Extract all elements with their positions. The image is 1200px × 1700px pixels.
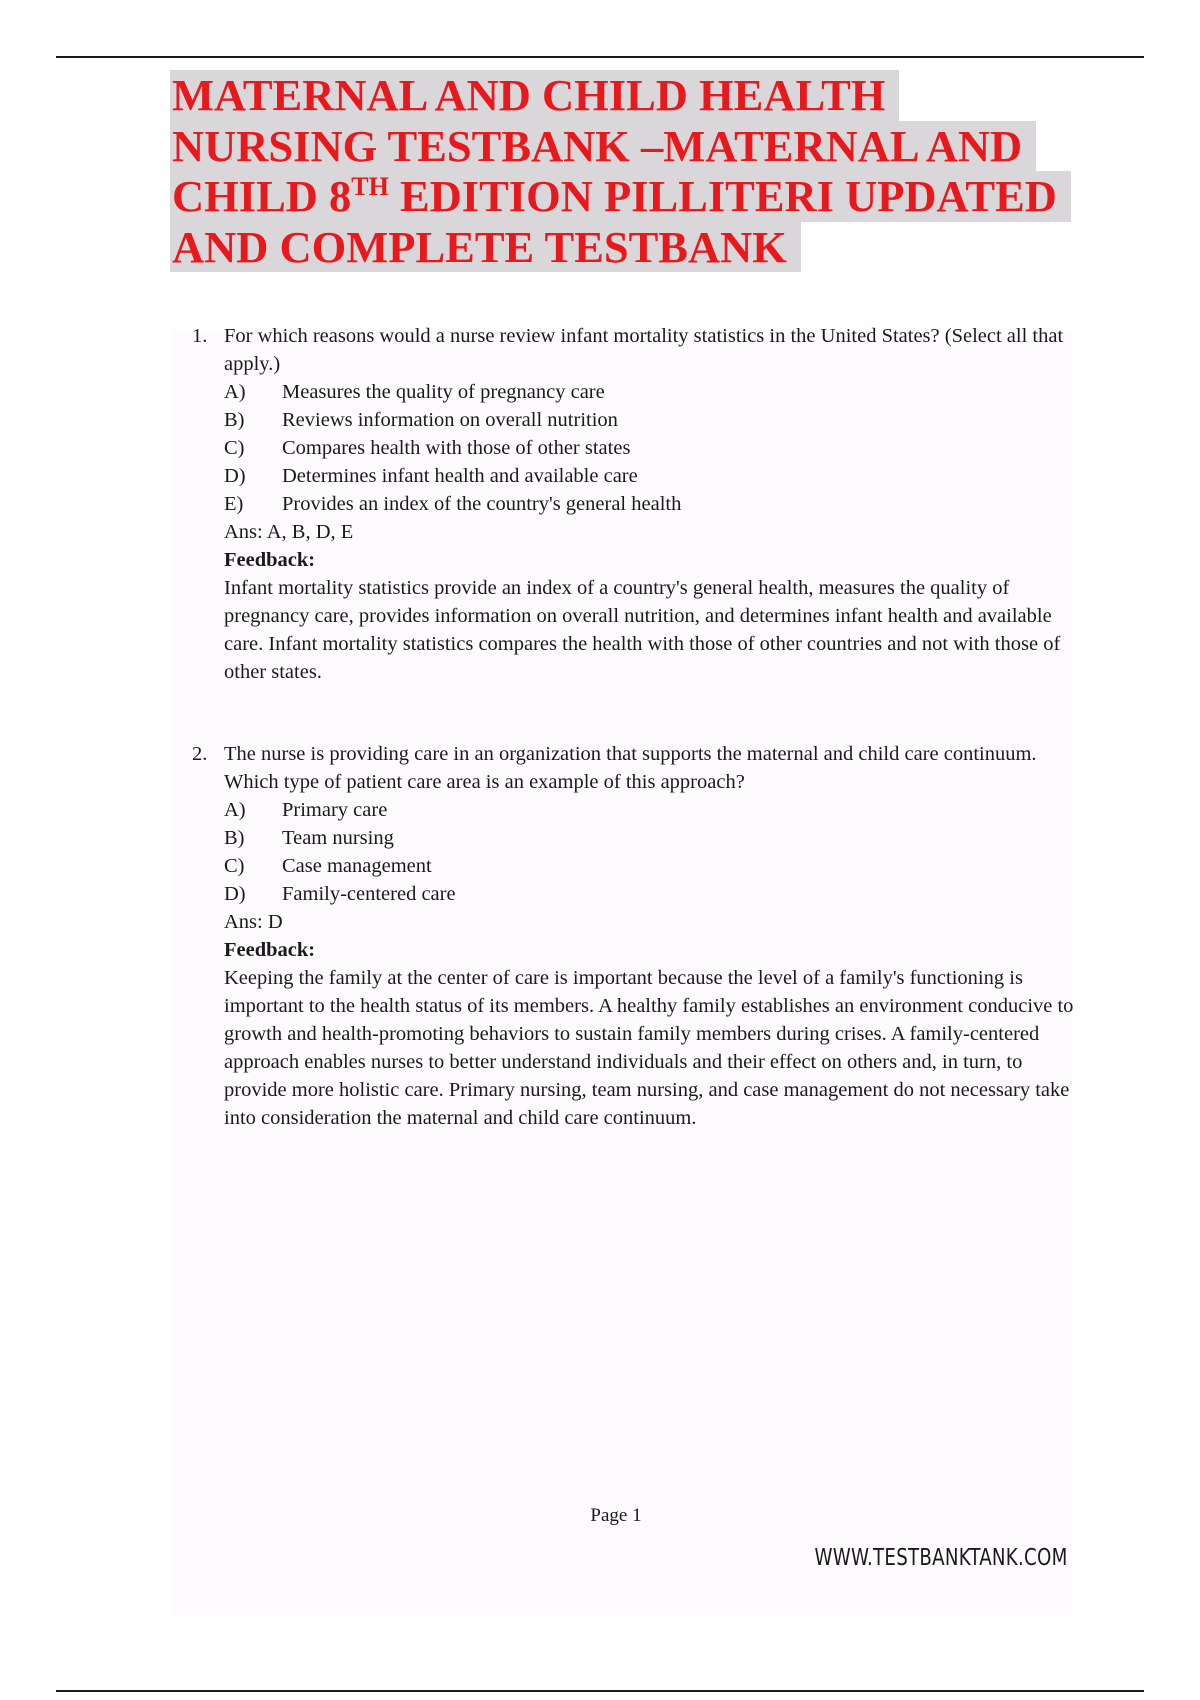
question-body bbox=[224, 796, 1082, 1132]
bottom-rule bbox=[56, 1690, 1144, 1692]
option-text: Compares health with those of other states bbox=[282, 437, 631, 459]
answer-key: Ans: A, B, D, E bbox=[224, 521, 354, 543]
answer-option-a bbox=[224, 796, 1082, 824]
option-letter: B) bbox=[224, 409, 245, 431]
answer-option-b bbox=[224, 406, 1082, 434]
answer-option-a bbox=[224, 378, 1082, 406]
title-line-2: NURSING TESTBANK –MATERNAL AND bbox=[170, 121, 1036, 172]
option-letter: D) bbox=[224, 883, 246, 905]
question-text: For which reasons would a nurse review infant mortality statistics in the United States? (Select all that apply.) bbox=[224, 325, 1064, 375]
question-2 bbox=[192, 740, 1082, 1132]
question-body bbox=[224, 378, 1082, 686]
title-line-1: MATERNAL AND CHILD HEALTH bbox=[170, 70, 899, 121]
question-1 bbox=[192, 322, 1082, 686]
document-title bbox=[170, 70, 1070, 272]
question-number: 2. bbox=[192, 743, 208, 765]
option-text: Reviews information on overall nutrition bbox=[282, 409, 618, 431]
feedback-label: Feedback: bbox=[224, 939, 316, 961]
option-text: Case management bbox=[282, 855, 432, 877]
answer-option-c bbox=[224, 434, 1082, 462]
feedback-label: Feedback: bbox=[224, 549, 316, 571]
option-letter: C) bbox=[224, 437, 245, 459]
option-letter: C) bbox=[224, 855, 245, 877]
feedback-text: Keeping the family at the center of care is important because the level of a family's functioning is important to the health status of its members. A healthy family establishes an environment conducive to growth and health-promoting behaviors to sustain family members during crises. A family-centered approach enables nurses to better understand individuals and their effect on others and, in turn, to provide more holistic care. Primary nursing, team nursing, and case management do not necessary take into consideration the maternal and child care continuum. bbox=[224, 967, 1074, 1129]
answer-option-b bbox=[224, 824, 1082, 852]
answer-key: Ans: D bbox=[224, 911, 283, 933]
page-number: Page 1 bbox=[590, 1505, 642, 1526]
title-line-3-end: EDITION PILLITERI UPDATED bbox=[388, 171, 1057, 221]
title-line-3-start: CHILD 8 bbox=[172, 171, 352, 221]
question-number: 1. bbox=[192, 325, 208, 347]
title-line-4: AND COMPLETE TESTBANK bbox=[170, 222, 801, 273]
answer-option-c bbox=[224, 852, 1082, 880]
top-rule bbox=[56, 56, 1144, 58]
option-text: Provides an index of the country's general health bbox=[282, 493, 682, 515]
answer-option-d bbox=[224, 880, 1082, 908]
option-text: Measures the quality of pregnancy care bbox=[282, 381, 605, 403]
question-stem bbox=[192, 740, 1082, 796]
option-letter: E) bbox=[224, 493, 244, 515]
title-superscript: TH bbox=[351, 172, 389, 201]
title-line-3 bbox=[170, 171, 1071, 222]
option-text: Team nursing bbox=[282, 827, 394, 849]
option-letter: D) bbox=[224, 465, 246, 487]
answer-option-e bbox=[224, 490, 1082, 518]
option-letter: B) bbox=[224, 827, 245, 849]
option-letter: A) bbox=[224, 381, 246, 403]
question-stem bbox=[192, 322, 1082, 378]
option-letter: A) bbox=[224, 799, 246, 821]
option-text: Primary care bbox=[282, 799, 388, 821]
feedback-text: Infant mortality statistics provide an index of a country's general health, measures the quality of pregnancy care, provides information on overall nutrition, and determines infant health and available care. Infant mortality statistics compares the health with those of other countries and not with those of other states. bbox=[224, 577, 1061, 683]
website-watermark: WWW.TESTBANKTANK.COM bbox=[814, 1545, 1068, 1571]
question-text: The nurse is providing care in an organization that supports the maternal and child care continuum. Which type of patient care area is an example of this approach? bbox=[224, 743, 1037, 793]
answer-option-d bbox=[224, 462, 1082, 490]
option-text: Family-centered care bbox=[282, 883, 456, 905]
option-text: Determines infant health and available care bbox=[282, 465, 638, 487]
